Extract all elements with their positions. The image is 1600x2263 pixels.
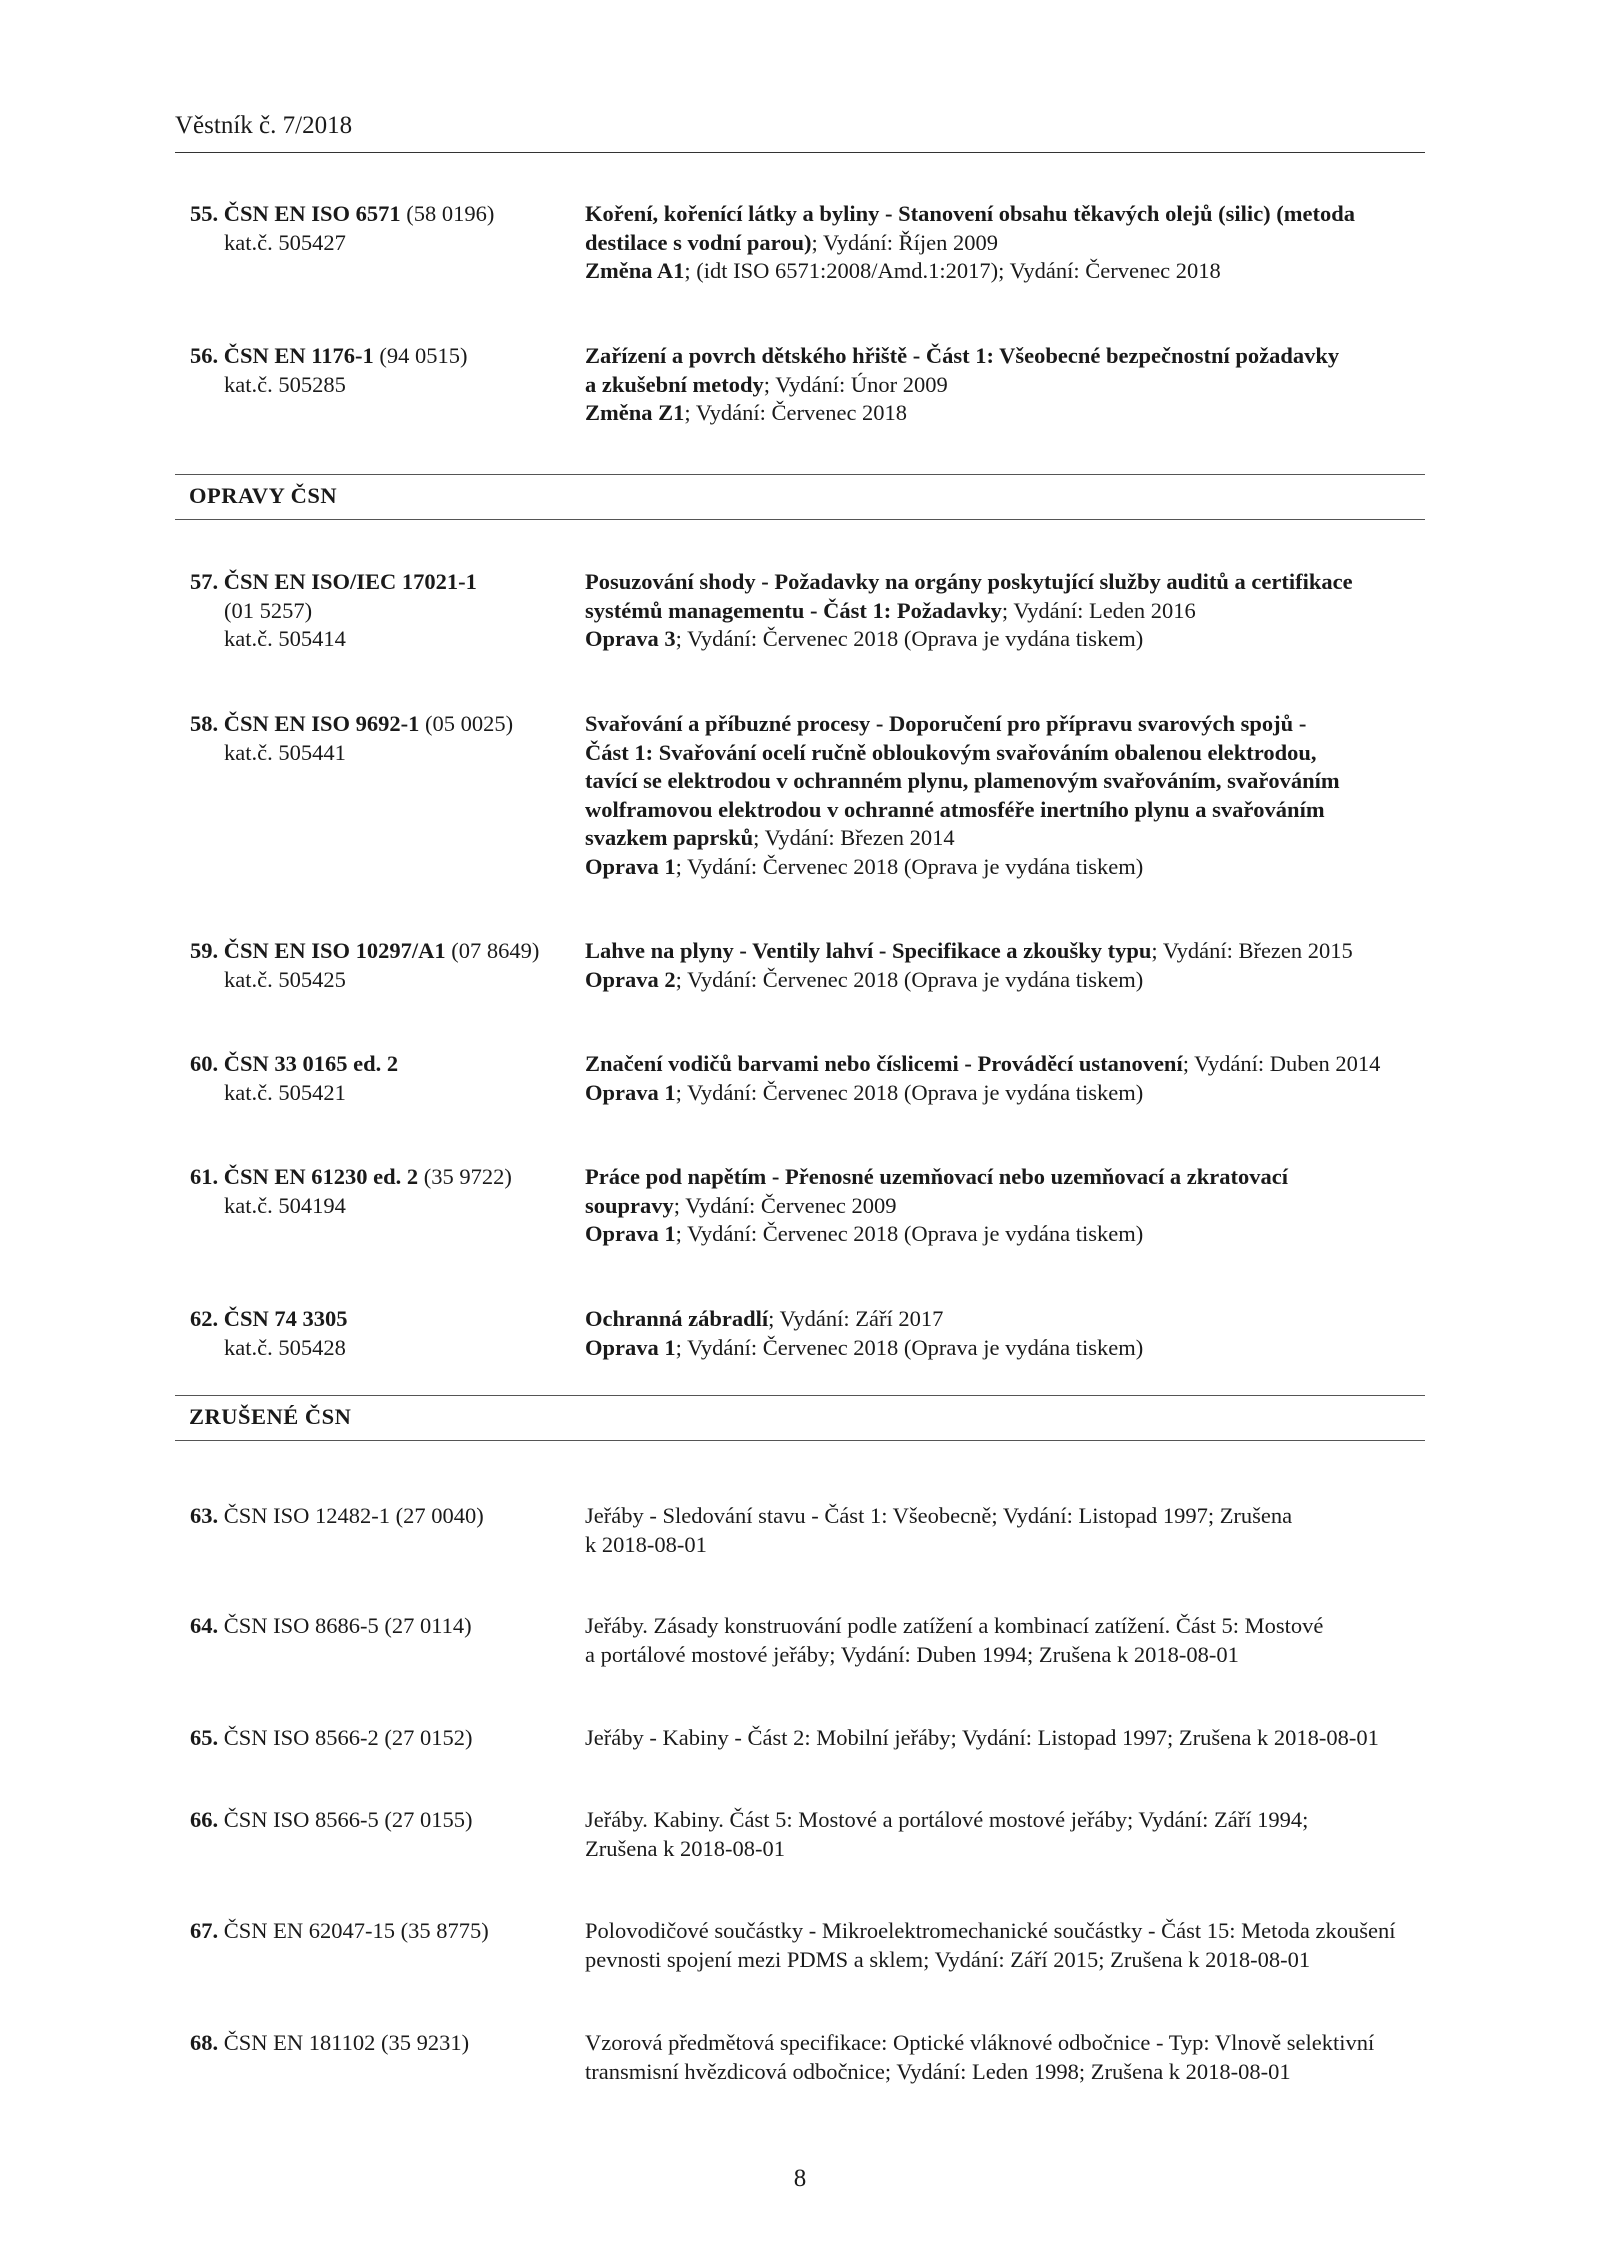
description-bold: tavící se elektrodou v ochranném plynu, plamenovým svařováním, svařováním [585,768,1340,793]
entry-code-line [190,342,570,371]
description-line: pevnosti spojení mezi PDMS a sklem; Vydání: Září 2015; Zrušena k 2018-08-01 [585,1946,1311,1972]
cancelled-code-line [190,1917,570,1946]
cancelled-description [585,1612,1445,1669]
description-line [585,1163,1445,1192]
standard-code: ČSN EN ISO 6571 [223,201,401,226]
entry-number: 65. [190,1725,219,1750]
standard-code: ČSN 33 0165 ed. 2 [223,1051,399,1076]
entry-number: 55. [190,201,219,226]
cancelled-code-line [190,1806,570,1835]
entry-identifier [190,200,570,257]
entry-number: 68. [190,2030,219,2055]
cancelled-code-line [190,2029,570,2058]
entry-number: 67. [190,1918,219,1943]
description-plain: ; Vydání: Březen 2014 [753,825,955,850]
description-plain: ; Vydání: Duben 2014 [1182,1051,1381,1076]
section-header-opravy [175,474,1425,520]
entry-description [585,568,1445,654]
description-plain: ; Vydání: Červenec 2018 (Oprava je vydána tiskem) [675,1334,1144,1360]
description-bold: Oprava 1 [585,1079,676,1105]
description-line [585,597,1445,626]
catalog-number: kat.č. 505441 [224,739,346,765]
description-plain: ; Vydání: Červenec 2018 (Oprava je vydána tiskem) [675,1079,1144,1105]
cancelled-description [585,1806,1445,1863]
catalog-number: kat.č. 505428 [224,1334,346,1360]
description-bold: Ochranná zábradlí [585,1306,769,1331]
description-bold: Oprava 1 [585,1221,676,1246]
cancelled-identifier [190,1724,570,1753]
description-line [585,739,1445,768]
description-line: a portálové mostové jeřáby; Vydání: Duben 1994; Zrušena k 2018-08-01 [585,1641,1239,1667]
description-bold: Koření, kořenící látky a byliny - Stanovení obsahu těkavých olejů (silic) (metoda [585,201,1356,226]
description-plain: ; Vydání: Září 2017 [768,1306,944,1331]
description-line [585,371,1445,400]
cancelled-description [585,1502,1445,1559]
description-bold: wolframovou elektrodou v ochranné atmosféře inertního plynu a svařováním [585,796,1325,822]
entry-identifier [190,568,570,654]
standard-code: ČSN EN 61230 ed. 2 [223,1164,419,1189]
description-bold: Část 1: Svařování ocelí ručně obloukovým svařováním obalenou elektrodou, [585,739,1317,765]
description-line [585,200,1445,229]
description-line [585,710,1445,739]
classification-code: (07 8649) [451,938,540,963]
description-bold: Oprava 1 [585,853,676,879]
entry-number: 57. [190,569,219,594]
cancelled-identifier [190,1917,570,1946]
description-bold: a zkušební metody [585,371,764,397]
standard-code: ČSN EN 181102 (35 9231) [223,2030,470,2055]
description-bold: Oprava 3 [585,626,676,651]
entry-identifier [190,342,570,399]
cancelled-code-line [190,1502,570,1531]
description-line [585,937,1445,966]
description-bold: Oprava 2 [585,966,676,992]
cancelled-identifier [190,1502,570,1531]
description-line [585,229,1445,258]
standard-code: ČSN EN ISO 10297/A1 [223,938,446,963]
section-header-zrusene [175,1395,1425,1441]
entry-identifier [190,710,570,767]
description-line: k 2018-08-01 [585,1531,707,1557]
entry-number: 63. [190,1503,219,1528]
description-bold: Svařování a příbuzné procesy - Doporučení pro přípravu svarových spojů - [585,711,1307,736]
description-line: Zrušena k 2018-08-01 [585,1835,785,1861]
entry-description [585,1163,1445,1249]
standard-code: ČSN ISO 8566-5 (27 0155) [223,1807,473,1832]
entry-code-line [190,1163,570,1192]
standard-code: ČSN EN ISO 9692-1 [223,711,420,736]
cancelled-code-line [190,1612,570,1641]
classification-code: (94 0515) [379,343,468,368]
catalog-number: kat.č. 505285 [224,371,346,397]
entry-identifier [190,937,570,994]
description-line [585,1305,1445,1334]
cancelled-identifier [190,2029,570,2058]
entry-number: 56. [190,343,219,368]
description-bold: Změna A1 [585,258,685,283]
entry-description [585,200,1445,286]
entry-description [585,937,1445,994]
entry-number: 62. [190,1306,219,1331]
description-line: Jeřáby - Kabiny - Část 2: Mobilní jeřáby; Vydání: Listopad 1997; Zrušena k 2018-08-01 [585,1725,1379,1750]
description-line [585,625,1445,654]
description-bold: Oprava 1 [585,1334,676,1360]
entry-description [585,342,1445,428]
description-line [585,1079,1445,1108]
classification-code-line [190,597,570,626]
description-plain: ; Vydání: Červenec 2018 [684,400,908,425]
description-bold: soupravy [585,1192,674,1218]
standard-code: ČSN 74 3305 [223,1306,348,1331]
catalog-number: kat.č. 505414 [224,626,346,651]
description-line [585,1334,1445,1363]
description-line: Vzorová předmětová specifikace: Optické vláknové odbočnice - Typ: Vlnově selektivní [585,2030,1375,2055]
cancelled-description [585,2029,1445,2086]
description-line [585,399,1445,428]
description-bold: svazkem paprsků [585,825,754,850]
description-line [585,824,1445,853]
page-number: 8 [793,2165,807,2192]
entry-code-line [190,710,570,739]
description-plain: ; Vydání: Říjen 2009 [811,229,998,255]
cancelled-identifier [190,1612,570,1641]
cancelled-description [585,1724,1445,1753]
standard-code: ČSN ISO 8566-2 (27 0152) [223,1725,473,1750]
entry-identifier [190,1050,570,1107]
description-line [585,257,1445,286]
entry-number: 60. [190,1051,219,1076]
standard-code: ČSN EN ISO/IEC 17021-1 [223,569,477,594]
entry-description [585,1050,1445,1107]
description-line [585,568,1445,597]
standard-code: ČSN ISO 8686-5 (27 0114) [223,1613,472,1638]
description-line: Jeřáby. Kabiny. Část 5: Mostové a portálové mostové jeřáby; Vydání: Září 1994; [585,1807,1309,1832]
entry-description [585,710,1445,881]
classification-code: (01 5257) [224,597,313,623]
entry-number: 61. [190,1164,219,1189]
cancelled-code-line [190,1724,570,1753]
description-plain: ; Vydání: Únor 2009 [763,371,948,397]
classification-code: (05 0025) [425,711,514,736]
description-line: Jeřáby - Sledování stavu - Část 1: Všeobecně; Vydání: Listopad 1997; Zrušena [585,1503,1293,1528]
entry-code-line [190,937,570,966]
cancelled-identifier [190,1806,570,1835]
description-line: Polovodičové součástky - Mikroelektromechanické součástky - Část 15: Metoda zkoušení [585,1918,1396,1943]
page-header [175,112,1425,153]
catalog-number: kat.č. 504194 [224,1192,346,1218]
entry-identifier [190,1163,570,1220]
entry-code-line [190,1050,570,1079]
description-line [585,1220,1445,1249]
description-line [585,796,1445,825]
description-plain: ; Vydání: Červenec 2018 (Oprava je vydána tiskem) [675,626,1144,651]
section-title: ZRUŠENÉ ČSN [189,1404,352,1429]
description-line [585,1050,1445,1079]
entry-code-line [190,568,570,597]
entry-code-line [190,200,570,229]
bulletin-title: Věstník č. 7/2018 [175,112,353,139]
entry-number: 64. [190,1613,219,1638]
classification-code: (35 9722) [423,1164,512,1189]
standard-code: ČSN ISO 12482-1 (27 0040) [223,1503,484,1528]
entry-number: 59. [190,938,219,963]
catalog-number: kat.č. 505425 [224,966,346,992]
catalog-number: kat.č. 505427 [224,229,346,255]
description-line: transmisní hvězdicová odbočnice; Vydání: Leden 1998; Zrušena k 2018-08-01 [585,2058,1291,2084]
description-bold: Posuzování shody - Požadavky na orgány poskytující služby auditů a certifikace [585,569,1353,594]
description-plain: ; Vydání: Červenec 2009 [673,1192,897,1218]
description-bold: Lahve na plyny - Ventily lahví - Specifikace a zkoušky typu [585,938,1152,963]
description-plain: ; Vydání: Březen 2015 [1151,938,1353,963]
description-plain: ; (idt ISO 6571:2008/Amd.1:2017); Vydání: Červenec 2018 [684,258,1221,283]
entry-identifier [190,1305,570,1362]
description-bold: Zařízení a povrch dětského hřiště - Část 1: Všeobecné bezpečnostní požadavky [585,343,1340,368]
description-plain: ; Vydání: Leden 2016 [1001,597,1196,623]
description-bold: Značení vodičů barvami nebo číslicemi - Prováděcí ustanovení [585,1051,1183,1076]
description-line [585,853,1445,882]
classification-code: (58 0196) [406,201,495,226]
description-plain: ; Vydání: Červenec 2018 (Oprava je vydána tiskem) [675,966,1144,992]
entry-number: 66. [190,1807,219,1832]
description-line [585,1192,1445,1221]
description-bold: destilace s vodní parou) [585,229,812,255]
description-line [585,767,1445,796]
description-line [585,966,1445,995]
section-title: OPRAVY ČSN [189,483,338,508]
entry-description [585,1305,1445,1362]
catalog-number: kat.č. 505421 [224,1079,346,1105]
description-bold: Změna Z1 [585,400,685,425]
standard-code: ČSN EN 1176-1 [223,343,374,368]
description-line: Jeřáby. Zásady konstruování podle zatížení a kombinací zatížení. Část 5: Mostové [585,1613,1324,1638]
entry-code-line [190,1305,570,1334]
description-plain: ; Vydání: Červenec 2018 (Oprava je vydána tiskem) [675,1221,1144,1246]
description-bold: systémů managementu - Část 1: Požadavky [585,597,1002,623]
cancelled-description [585,1917,1445,1974]
description-bold: Práce pod napětím - Přenosné uzemňovací nebo uzemňovací a zkratovací [585,1164,1289,1189]
description-line [585,342,1445,371]
entry-number: 58. [190,711,219,736]
standard-code: ČSN EN 62047-15 (35 8775) [223,1918,489,1943]
description-plain: ; Vydání: Červenec 2018 (Oprava je vydána tiskem) [675,853,1144,879]
